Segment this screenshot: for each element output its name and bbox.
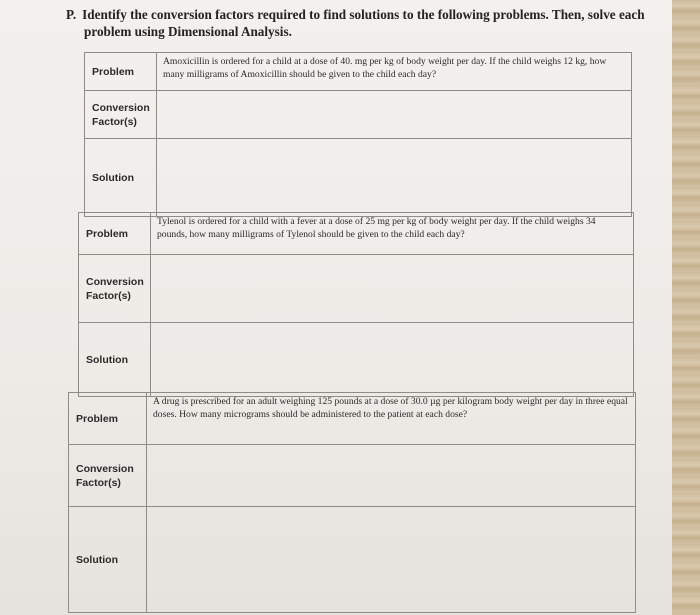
question-heading — [66, 6, 646, 40]
problem-1-text: Amoxicillin is ordered for a child at a dose of 40. mg per kg of body weight per day. If the child weighs 12 kg, how many milligrams of Amoxicillin should be given to the child each day? — [157, 53, 632, 91]
factors-label: Factor(s) — [76, 476, 121, 489]
problem-1-solution-answer-cell[interactable] — [157, 139, 632, 217]
problem-label: Problem — [79, 213, 151, 255]
conversion-label: Conversion — [76, 462, 134, 475]
solution-label: Solution — [85, 139, 157, 217]
table-surface — [672, 0, 700, 615]
conversion-factors-label — [85, 91, 157, 139]
conversion-label: Conversion — [86, 275, 144, 288]
problem-label: Problem — [85, 53, 157, 91]
instructions-line-2: problem using Dimensional Analysis. — [84, 24, 292, 39]
solution-label: Solution — [79, 323, 151, 397]
question-number: P. — [66, 7, 77, 22]
problem-3-solution-answer-cell[interactable] — [147, 507, 636, 613]
factors-label: Factor(s) — [92, 115, 137, 128]
problem-2-conversion-answer-cell[interactable] — [151, 255, 634, 323]
conversion-label: Conversion — [92, 101, 150, 114]
instructions-line-1: Identify the conversion factors required to find solutions to the following problems. Then, solve each — [82, 7, 645, 22]
solution-label: Solution — [69, 507, 147, 613]
problem-3-table — [68, 392, 636, 613]
problem-1-table — [84, 52, 632, 217]
problem-2-solution-answer-cell[interactable] — [151, 323, 634, 397]
problem-3-conversion-answer-cell[interactable] — [147, 445, 636, 507]
problem-1-conversion-answer-cell[interactable] — [157, 91, 632, 139]
problem-label: Problem — [69, 393, 147, 445]
factors-label: Factor(s) — [86, 289, 131, 302]
problem-2-text: Tylenol is ordered for a child with a fever at a dose of 25 mg per kg of body weight per day. If the child weighs 34 pounds, how many milligrams of Tylenol should be given to the child each day? — [151, 213, 634, 255]
problem-2-table — [78, 212, 634, 397]
conversion-factors-label — [79, 255, 151, 323]
conversion-factors-label — [69, 445, 147, 507]
problem-3-text: A drug is prescribed for an adult weighing 125 pounds at a dose of 30.0 µg per kilogram body weight per day in three equal doses. How many micrograms should be administered to the patient at each dose? — [147, 393, 636, 445]
